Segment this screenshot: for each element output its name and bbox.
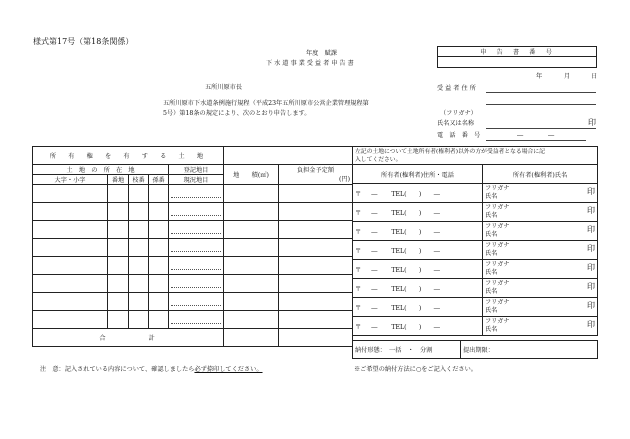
footer-note-prefix: 注 意：記入されている内容について、確認しましたら: [40, 366, 195, 373]
owner-tel: TEL( ) ―: [391, 285, 440, 293]
owner-name-label: 氏名: [485, 288, 498, 295]
owner-tel: TEL( ) ―: [391, 209, 440, 217]
total-burden-field[interactable]: [279, 329, 353, 347]
postal-mark: 〒: [355, 247, 362, 255]
owner-address-header: 所有者(権利者)住所・電話: [353, 165, 483, 184]
receipt-day: 日: [591, 73, 598, 80]
owner-name-label: 氏名: [485, 231, 498, 238]
owner-row[interactable]: [353, 260, 598, 279]
table-row[interactable]: [33, 293, 353, 311]
table-row[interactable]: [33, 239, 353, 257]
payment-method[interactable]: 納付形態： 一括 ・ 分割: [353, 341, 461, 359]
receipt-number-label: 申 告 書 番 号: [438, 47, 597, 57]
phone-field[interactable]: [486, 140, 586, 141]
phone-sep2: ―: [548, 132, 555, 139]
owner-furigana-label: フリガナ: [485, 204, 510, 211]
owner-furigana-label: フリガナ: [485, 318, 510, 325]
owner-name-label: 氏名: [485, 212, 498, 219]
total-area-field[interactable]: [224, 329, 279, 347]
receipt-number-box: [437, 46, 597, 68]
total-label: 合 計: [33, 329, 224, 347]
footer-note: [40, 367, 263, 373]
location-header: 土 地 の 所 在 地: [33, 165, 169, 175]
col-registered: 登記地目: [169, 165, 224, 175]
postal-dash: ―: [371, 266, 378, 274]
owner-furigana-label: フリガナ: [485, 299, 510, 306]
table-row[interactable]: [33, 257, 353, 275]
owner-seal: 印: [587, 320, 595, 329]
owner-row[interactable]: [353, 298, 598, 317]
owner-seal: 印: [587, 301, 595, 310]
owner-name-label: 氏名: [485, 193, 498, 200]
owner-tel: TEL( ) ―: [391, 247, 440, 255]
postal-dash: ―: [371, 323, 378, 331]
phone-label: 電 話 番 号: [437, 132, 481, 139]
furigana-label: （フリガナ）: [440, 110, 477, 117]
postal-mark: 〒: [355, 304, 362, 312]
applicant-seal: 印: [588, 118, 596, 127]
postal-mark: 〒: [355, 266, 362, 274]
postal-dash: ―: [371, 247, 378, 255]
body-text-line1: 五所川原市下水道条例施行規程（平成23年五所川原市公営企業管理規程第: [163, 100, 369, 107]
table-row[interactable]: [33, 185, 353, 203]
land-table: [32, 146, 353, 347]
receipt-month: 月: [564, 73, 571, 80]
submission-deadline[interactable]: 提出期限：: [461, 341, 598, 359]
owner-name-label: 氏名: [485, 307, 498, 314]
owner-row[interactable]: [353, 203, 598, 222]
addressee: 五所川原市長: [205, 84, 243, 91]
owner-tel: TEL( ) ―: [391, 190, 440, 198]
land-header: 所 有 権 を 有 す る 土 地: [33, 147, 224, 165]
owner-name-label: 氏名: [485, 269, 498, 276]
owner-furigana-label: フリガナ: [485, 242, 510, 249]
col-current: 現況地目: [169, 175, 224, 185]
owner-row[interactable]: [353, 317, 598, 336]
owner-furigana-label: フリガナ: [485, 280, 510, 287]
table-row[interactable]: [33, 311, 353, 329]
postal-mark: 〒: [355, 209, 362, 217]
owner-row[interactable]: [353, 241, 598, 260]
owner-name-header: 所有者(権利者)氏名: [483, 165, 598, 184]
form-number: 様式第17号（第18条関係）: [33, 37, 134, 46]
owner-table: [352, 146, 598, 184]
name-label: 氏名又は名称: [437, 120, 475, 127]
receipt-year: 年: [536, 73, 543, 80]
col-edaban: 枝番: [129, 175, 149, 185]
owner-seal: 印: [587, 225, 595, 234]
owner-tel: TEL( ) ―: [391, 266, 440, 274]
owner-tel: TEL( ) ―: [391, 323, 440, 331]
col-magoban: 孫番: [149, 175, 169, 185]
table-row[interactable]: [33, 275, 353, 293]
address-field-line1[interactable]: [486, 92, 596, 93]
postal-dash: ―: [371, 228, 378, 236]
postal-dash: ―: [371, 285, 378, 293]
postal-mark: 〒: [355, 285, 362, 293]
address-label: 受 益 者 住 所: [437, 85, 476, 92]
payment-table: [352, 340, 598, 359]
owner-furigana-label: フリガナ: [485, 261, 510, 268]
body-text-line2: 5号）第18条の規定により、次のとおり申告します。: [163, 110, 311, 117]
owner-name-label: 氏名: [485, 326, 498, 333]
postal-mark: 〒: [355, 228, 362, 236]
page-title: 下 水 道 事 業 受 益 者 申 告 書: [266, 60, 354, 67]
fiscal-year-line: 年度 賦課: [306, 50, 337, 57]
footer-payment-note: ※ご希望の納付方法に○をご記入ください。: [354, 366, 477, 373]
name-field[interactable]: [486, 128, 596, 129]
owner-row[interactable]: [353, 279, 598, 298]
owner-tel: TEL( ) ―: [391, 228, 440, 236]
col-area: 地 積(㎡): [224, 165, 279, 185]
table-row[interactable]: [33, 203, 353, 221]
owner-row[interactable]: [353, 184, 598, 203]
receipt-number-field[interactable]: [438, 57, 597, 68]
note-header-line1: 左記の土地について土地所有者(権利者)以外の方が受益者となる場合に記: [355, 148, 545, 155]
owner-seal: 印: [587, 244, 595, 253]
owner-row[interactable]: [353, 222, 598, 241]
owner-seal: 印: [587, 187, 595, 196]
note-header-line2: 入してください。: [355, 156, 402, 163]
col-aza: 大字・小字: [33, 175, 108, 185]
owner-seal: 印: [587, 263, 595, 272]
owner-rows-table: [352, 183, 598, 336]
postal-dash: ―: [371, 304, 378, 312]
col-burden-unit: (円): [338, 175, 350, 183]
table-row[interactable]: [33, 221, 353, 239]
footer-note-underlined: 必ず捺印してください。: [194, 366, 263, 373]
col-banchi: 番地: [108, 175, 129, 185]
phone-sep1: ―: [517, 132, 524, 139]
owner-name-label: 氏名: [485, 250, 498, 257]
owner-seal: 印: [587, 206, 595, 215]
owner-seal: 印: [587, 282, 595, 291]
owner-furigana-label: フリガナ: [485, 223, 510, 230]
owner-furigana-label: フリガナ: [485, 185, 510, 192]
address-field-line2[interactable]: [486, 104, 596, 105]
postal-mark: 〒: [355, 190, 362, 198]
postal-dash: ―: [371, 209, 378, 217]
postal-mark: 〒: [355, 323, 362, 331]
postal-dash: ―: [371, 190, 378, 198]
owner-tel: TEL( ) ―: [391, 304, 440, 312]
col-burden: 負担金予定額: [296, 166, 335, 174]
